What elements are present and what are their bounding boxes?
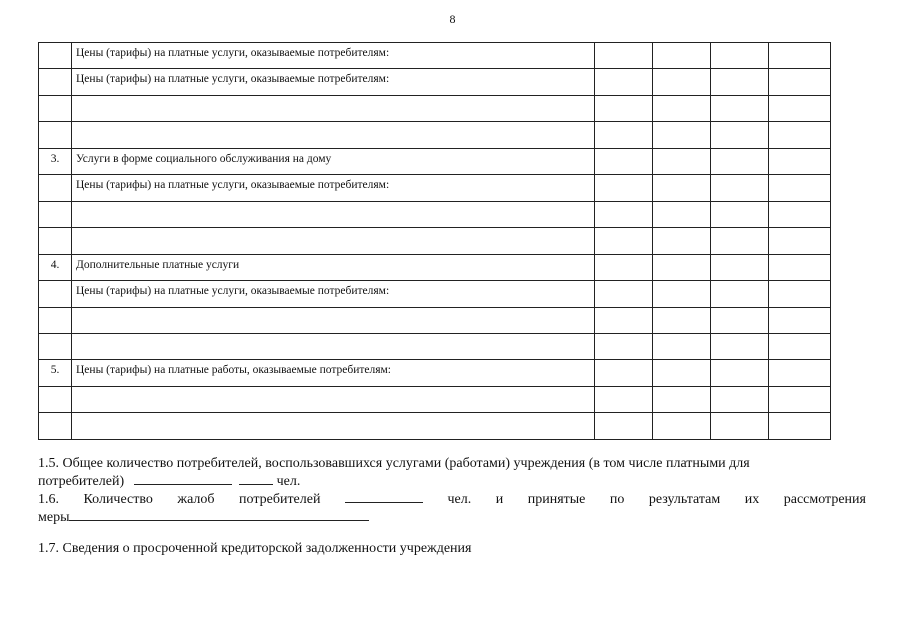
- row-label: Цены (тарифы) на платные услуги, оказываемые потребителям:: [76, 47, 390, 59]
- section-1-6-word: жалоб: [177, 492, 215, 507]
- value-cell[interactable]: [653, 148, 711, 174]
- row-number: [39, 96, 71, 99]
- row-label: [76, 96, 590, 99]
- section-1-6-word: потребителей: [239, 492, 321, 507]
- table-row: [39, 201, 831, 227]
- table-row: [39, 413, 831, 439]
- value-cell[interactable]: [711, 360, 769, 386]
- section-1-6-word: их: [744, 492, 760, 507]
- value-cell[interactable]: [595, 360, 653, 386]
- value-cell[interactable]: [595, 228, 653, 254]
- row-number: [39, 175, 71, 178]
- page-number: 8: [449, 12, 456, 26]
- row-number: [39, 387, 71, 390]
- row-label: Цены (тарифы) на платные услуги, оказываемые потребителям:: [76, 73, 390, 86]
- measures-blank[interactable]: [69, 508, 369, 521]
- table-row: [39, 43, 831, 69]
- value-cell[interactable]: [769, 148, 831, 174]
- row-number-cell: [39, 360, 72, 386]
- value-cell[interactable]: [769, 413, 831, 439]
- table-row: [39, 69, 831, 95]
- table-row: [39, 122, 831, 148]
- value-cell[interactable]: [595, 413, 653, 439]
- row-label: [76, 413, 590, 416]
- value-cell[interactable]: [595, 69, 653, 95]
- row-number: [39, 69, 71, 72]
- row-label: Цены (тарифы) на платные работы, оказываемые потребителям:: [76, 364, 391, 377]
- row-label: Услуги в форме социального обслуживания на дому: [76, 152, 332, 165]
- services-price-table: [38, 42, 831, 440]
- value-cell[interactable]: [711, 228, 769, 254]
- value-cell[interactable]: [711, 333, 769, 359]
- value-cell[interactable]: [711, 386, 769, 412]
- value-cell[interactable]: [595, 333, 653, 359]
- section-1-6-line2: [38, 508, 866, 526]
- row-number-cell: [39, 122, 72, 148]
- value-cell[interactable]: [653, 254, 711, 280]
- table-row: [39, 386, 831, 412]
- row-number: [39, 281, 71, 284]
- section-1-6-word: и: [495, 492, 504, 507]
- value-cell[interactable]: [653, 333, 711, 359]
- value-cell[interactable]: [711, 281, 769, 307]
- row-label-cell: [72, 413, 595, 439]
- value-cell[interactable]: [653, 360, 711, 386]
- value-cell[interactable]: [595, 281, 653, 307]
- section-1-5-suffix: чел.: [276, 474, 301, 489]
- row-number: [39, 334, 71, 337]
- value-cell[interactable]: [653, 307, 711, 333]
- table-row: [39, 254, 831, 280]
- row-number: 4.: [50, 258, 60, 271]
- row-number: 3.: [50, 152, 60, 165]
- value-cell[interactable]: [595, 386, 653, 412]
- value-cell[interactable]: [711, 254, 769, 280]
- value-cell[interactable]: [653, 43, 711, 69]
- section-1-5: [38, 456, 866, 490]
- value-cell[interactable]: [769, 95, 831, 121]
- section-1-6-measures-label: меры: [38, 510, 70, 525]
- value-cell[interactable]: [595, 307, 653, 333]
- section-1-6: [38, 490, 866, 526]
- value-cell[interactable]: [769, 122, 831, 148]
- row-label: [76, 308, 590, 311]
- value-cell[interactable]: [595, 254, 653, 280]
- value-cell[interactable]: [711, 43, 769, 69]
- value-cell[interactable]: [769, 333, 831, 359]
- section-1-6-word: чел.: [447, 492, 472, 507]
- row-number-cell: [39, 201, 72, 227]
- value-cell[interactable]: [769, 228, 831, 254]
- section-1-6-word: рассмотрения: [783, 492, 866, 507]
- row-label: [76, 228, 590, 231]
- row-number-cell: [39, 254, 72, 280]
- row-label-cell: [72, 254, 595, 280]
- section-1-6-word: результатам: [648, 492, 721, 507]
- row-number-cell: [39, 95, 72, 121]
- row-label: [76, 122, 590, 125]
- row-number: [39, 228, 71, 231]
- value-cell[interactable]: [769, 360, 831, 386]
- row-label-cell: [72, 122, 595, 148]
- row-number-cell: [39, 307, 72, 333]
- row-label-cell: [72, 69, 595, 95]
- value-cell[interactable]: [769, 201, 831, 227]
- row-number: [39, 202, 71, 205]
- section-1-6-line1: [38, 490, 866, 508]
- section-1-6-word: принятые: [527, 492, 586, 507]
- value-cell[interactable]: [711, 122, 769, 148]
- row-number: 5.: [50, 364, 60, 377]
- row-number-cell: [39, 69, 72, 95]
- row-number: [39, 413, 71, 416]
- row-number: [39, 43, 71, 46]
- value-cell[interactable]: [595, 201, 653, 227]
- value-cell[interactable]: [653, 386, 711, 412]
- value-cell[interactable]: [711, 95, 769, 121]
- row-number-cell: [39, 281, 72, 307]
- value-cell[interactable]: [769, 281, 831, 307]
- row-label-cell: [72, 386, 595, 412]
- row-number-cell: [39, 175, 72, 201]
- row-label-cell: [72, 360, 595, 386]
- row-label-cell: [72, 175, 595, 201]
- table-row: [39, 307, 831, 333]
- value-cell[interactable]: [653, 413, 711, 439]
- row-label: Цены (тарифы) на платные услуги, оказываемые потребителям:: [76, 179, 390, 192]
- table-row: [39, 148, 831, 174]
- row-label: [76, 387, 590, 390]
- value-cell[interactable]: [653, 281, 711, 307]
- row-label: [76, 202, 590, 205]
- table-row: [39, 175, 831, 201]
- value-cell[interactable]: [653, 175, 711, 201]
- value-cell[interactable]: [711, 413, 769, 439]
- row-number-cell: [39, 333, 72, 359]
- row-label-cell: [72, 201, 595, 227]
- value-cell[interactable]: [595, 175, 653, 201]
- section-1-6-word: Количество: [83, 492, 153, 507]
- value-cell[interactable]: [769, 69, 831, 95]
- row-number-cell: [39, 386, 72, 412]
- row-label-cell: [72, 95, 595, 121]
- row-number: [39, 308, 71, 311]
- row-label-cell: [72, 307, 595, 333]
- value-cell[interactable]: [653, 228, 711, 254]
- table-row: [39, 281, 831, 307]
- value-cell[interactable]: [711, 201, 769, 227]
- value-cell[interactable]: [653, 95, 711, 121]
- consumers-count-blank-2[interactable]: [239, 472, 273, 485]
- row-label: [76, 334, 590, 337]
- section-1-5-line2: [38, 472, 866, 490]
- row-label: Цены (тарифы) на платные услуги, оказываемые потребителям:: [76, 285, 390, 298]
- value-cell[interactable]: [711, 307, 769, 333]
- row-number-cell: [39, 413, 72, 439]
- table-row: [39, 95, 831, 121]
- row-label-cell: [72, 148, 595, 174]
- value-cell[interactable]: [595, 95, 653, 121]
- value-cell[interactable]: [769, 43, 831, 69]
- row-label-cell: [72, 281, 595, 307]
- value-cell[interactable]: [595, 122, 653, 148]
- complaints-count-blank[interactable]: [345, 490, 423, 503]
- table-row: [39, 333, 831, 359]
- value-cell[interactable]: [653, 122, 711, 148]
- section-1-5-line1: 1.5. Общее количество потребителей, воспользовавшихся услугами (работами) учреждения (в том числе платными для: [38, 456, 750, 471]
- value-cell[interactable]: [711, 175, 769, 201]
- row-number: [39, 122, 71, 125]
- value-cell[interactable]: [595, 43, 653, 69]
- section-1-5-prefix: потребителей): [38, 474, 125, 489]
- section-1-6-word: по: [609, 492, 625, 507]
- value-cell[interactable]: [711, 69, 769, 95]
- row-label: Дополнительные платные услуги: [76, 258, 240, 271]
- value-cell[interactable]: [653, 201, 711, 227]
- row-label-cell: [72, 333, 595, 359]
- row-number-cell: [39, 43, 72, 69]
- section-1-6-word: 1.6.: [38, 492, 59, 507]
- table-row: [39, 360, 831, 386]
- value-cell[interactable]: [595, 148, 653, 174]
- row-label-cell: [72, 228, 595, 254]
- section-1-7: 1.7. Сведения о просроченной кредиторской задолженности учреждения: [38, 541, 472, 556]
- value-cell[interactable]: [769, 175, 831, 201]
- table-row: [39, 228, 831, 254]
- value-cell[interactable]: [653, 69, 711, 95]
- row-label-cell: [72, 43, 595, 69]
- value-cell[interactable]: [769, 254, 831, 280]
- row-number-cell: [39, 148, 72, 174]
- consumers-count-blank[interactable]: [134, 472, 232, 485]
- row-number-cell: [39, 228, 72, 254]
- value-cell[interactable]: [769, 307, 831, 333]
- value-cell[interactable]: [711, 148, 769, 174]
- value-cell[interactable]: [769, 386, 831, 412]
